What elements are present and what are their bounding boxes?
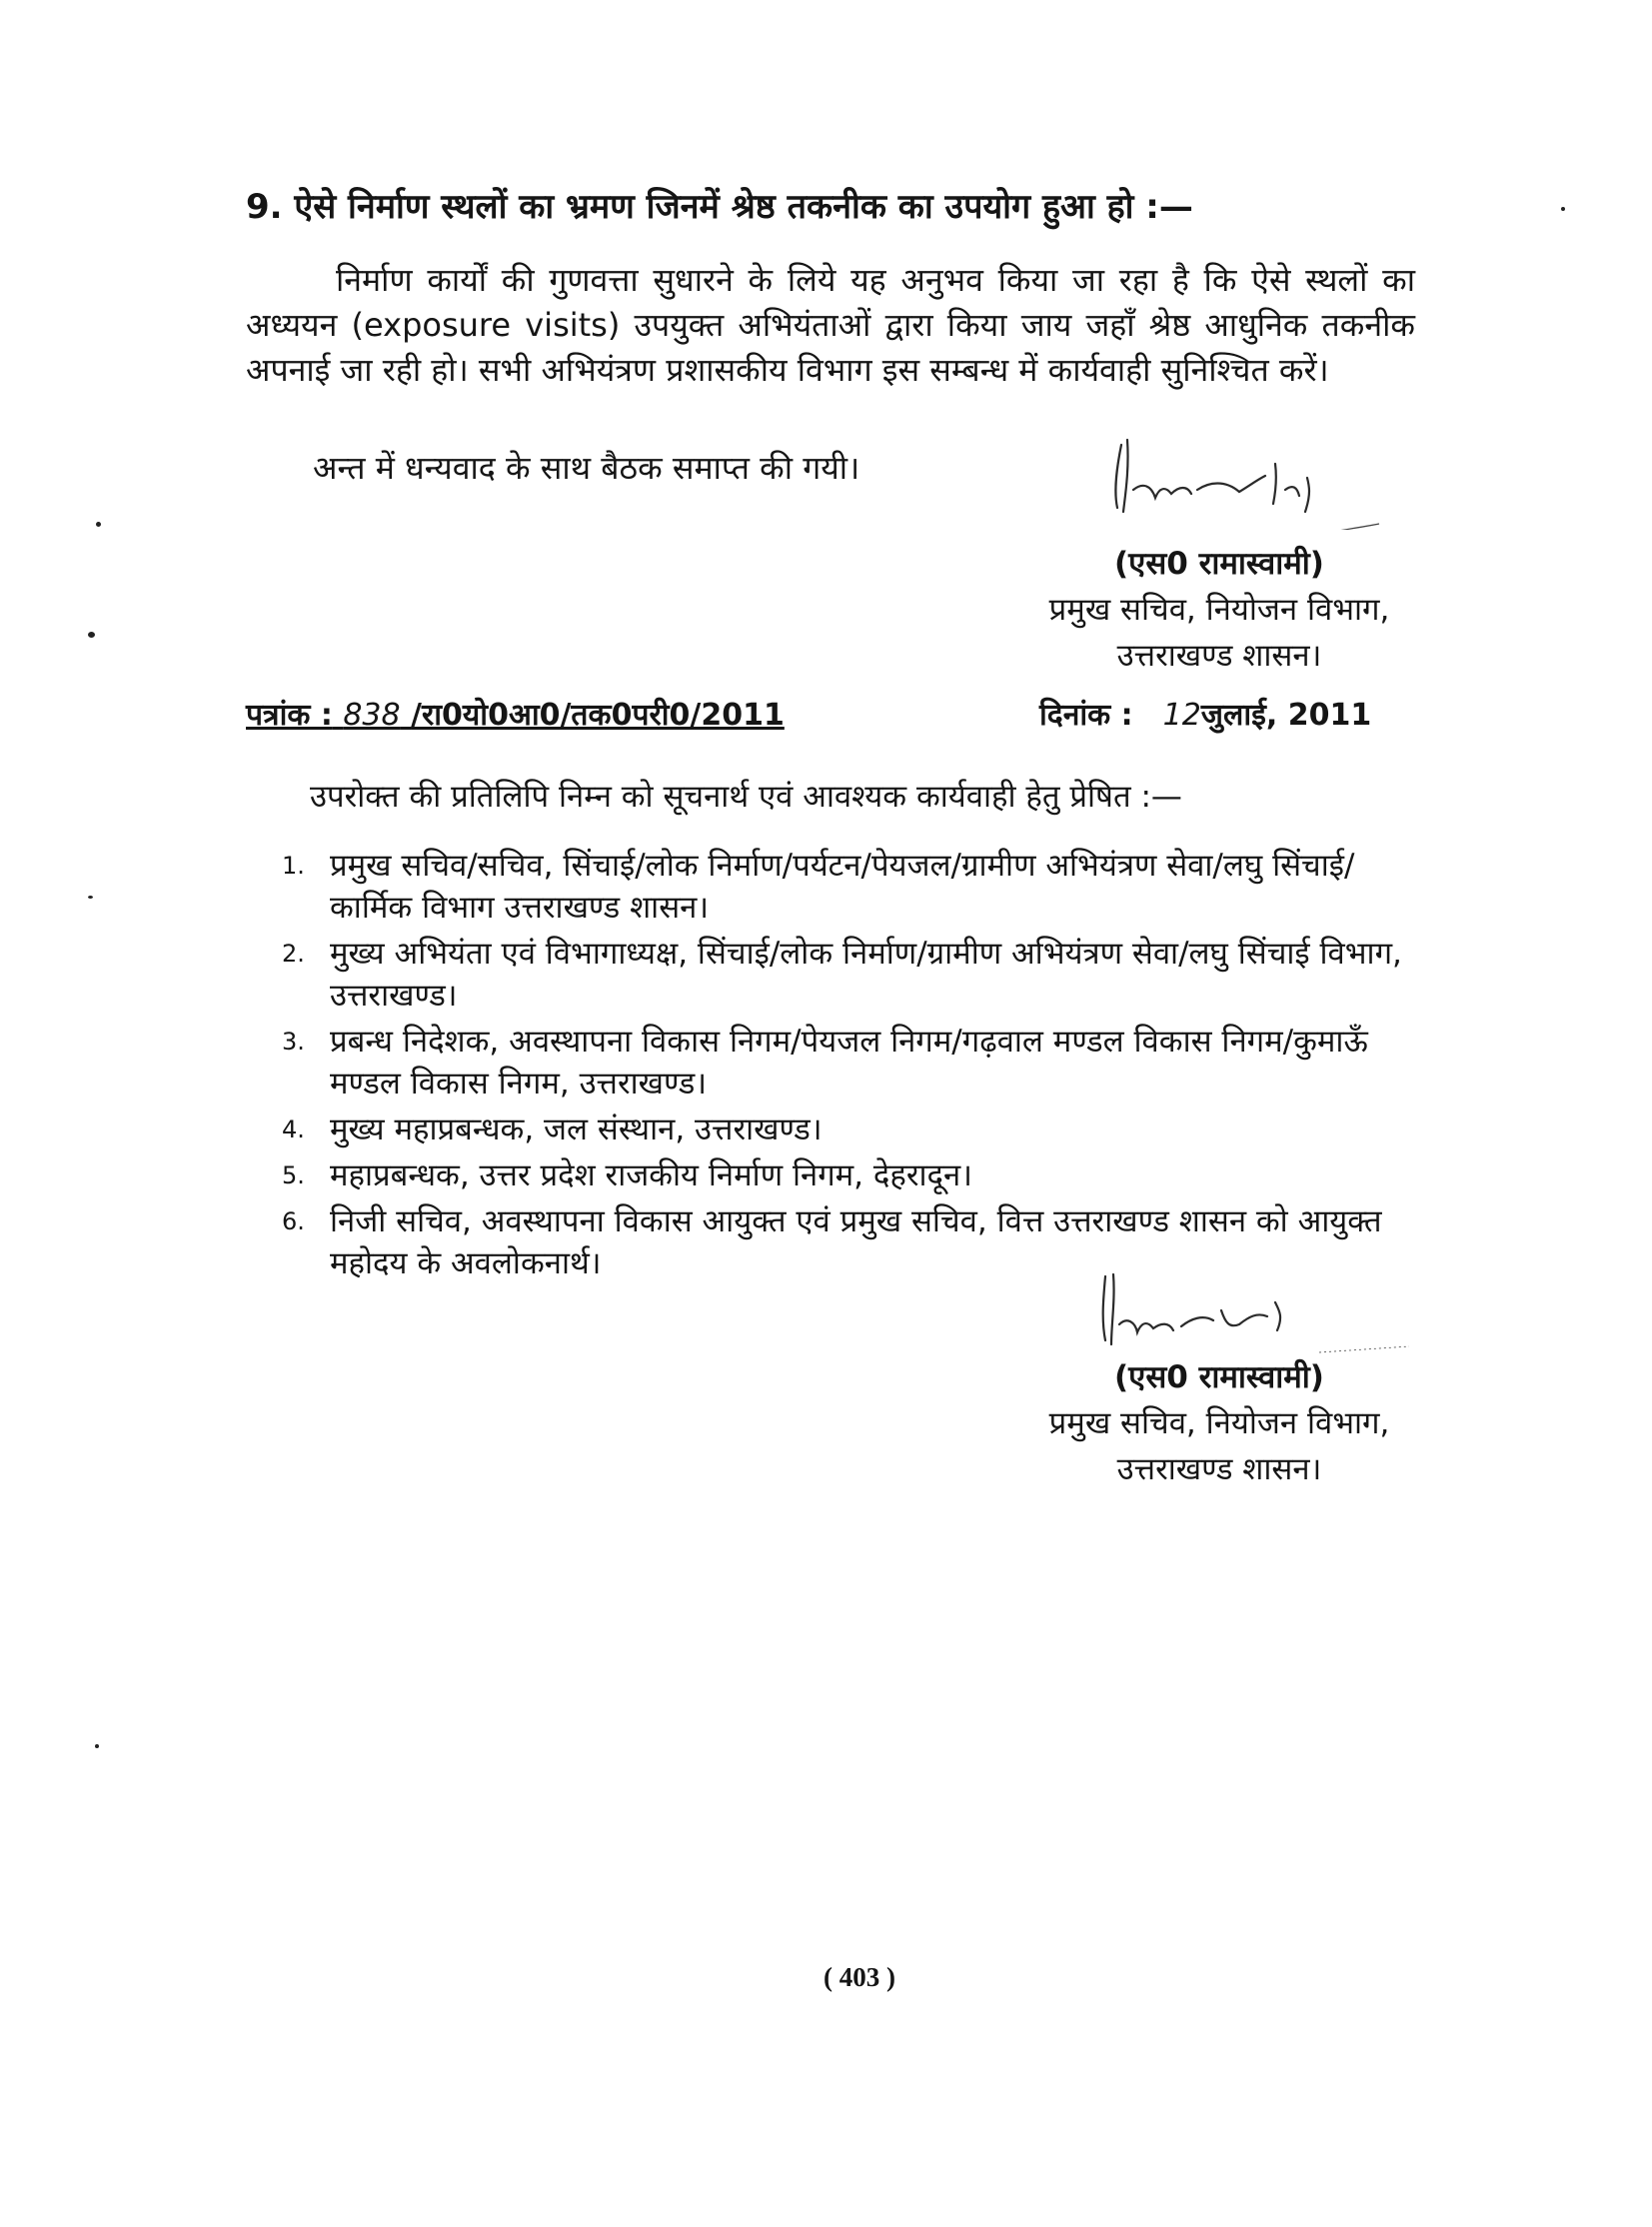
list-item-text: महाप्रबन्धक, उत्तर प्रदेश राजकीय निर्माण निगम, देहरादून। xyxy=(330,1157,972,1193)
section-heading: 9. ऐसे निर्माण स्थलों का भ्रमण जिनमें श्रेष्ठ तकनीक का उपयोग हुआ हो :— xyxy=(246,187,1193,227)
reference-suffix: /रा0यो0आ0/तक0परी0/2011 xyxy=(411,698,785,733)
list-item xyxy=(282,1021,1421,1105)
list-item-number: 3. xyxy=(282,1028,305,1056)
body-paragraph: निर्माण कार्यों की गुणवत्ता सुधारने के लिये यह अनुभव किया जा रहा है कि ऐसे स्थलों का अध्ययन (exposure visits) उपयुक्त अभियंताओं द्वारा किया जाय जहाँ श्रेष्ठ आधुनिक तकनीक अपनाई जा रही हो। सभी अभियंत्रण प्रशासकीय विभाग इस सम्बन्ध में कार्यवाही सुनिश्चित करें। xyxy=(246,261,1415,389)
copy-intro: उपरोक्त की प्रतिलिपि निम्न को सूचनार्थ एवं आवश्यक कार्यवाही हेतु प्रेषित :— xyxy=(310,779,1182,815)
list-item-number: 2. xyxy=(282,940,305,968)
list-item-text: प्रबन्ध निदेशक, अवस्थापना विकास निगम/पेयजल निगम/गढ़वाल मण्डल विकास निगम/कुमाऊँ मण्डल विकास निगम, उत्तराखण्ड। xyxy=(330,1024,1368,1102)
signatory-name: (एस0 रामास्वामी) xyxy=(1114,546,1324,582)
reference-serial: 838 xyxy=(343,698,401,733)
list-item-number: 4. xyxy=(282,1115,305,1143)
page-number: ( 403 ) xyxy=(824,1962,895,1992)
signatory-block-2 xyxy=(1009,1354,1429,1492)
list-item-text: प्रमुख सचिव/सचिव, सिंचाई/लोक निर्माण/पर्यटन/पेयजल/ग्रामीण अभियंत्रण सेवा/लघु सिंचाई/कार्मिक विभाग उत्तराखण्ड शासन। xyxy=(330,848,1355,926)
list-item xyxy=(282,933,1421,1017)
reference-prefix: पत्रांक : xyxy=(246,698,333,733)
list-item xyxy=(282,1109,1421,1150)
signatory-designation: प्रमुख सचिव, नियोजन विभाग, xyxy=(1048,592,1390,628)
letter-date xyxy=(1039,693,1371,734)
list-item-number: 6. xyxy=(282,1207,305,1235)
list-item xyxy=(282,845,1421,929)
reference-number xyxy=(246,693,785,734)
list-item xyxy=(282,1154,1421,1196)
signatory-name: (एस0 रामास्वामी) xyxy=(1114,1359,1324,1395)
date-label: दिनांक : xyxy=(1039,698,1133,733)
signatory-designation: प्रमुख सचिव, नियोजन विभाग, xyxy=(1048,1405,1390,1441)
date-day: 12 xyxy=(1162,698,1201,733)
scan-speck xyxy=(1561,207,1565,211)
signatory-office: उत्तराखण्ड शासन। xyxy=(1116,638,1322,674)
handwritten-signature-2 xyxy=(1089,1264,1419,1364)
date-month-year: जुलाई, 2011 xyxy=(1200,698,1372,733)
recipient-list xyxy=(282,845,1421,1288)
list-item-text: मुख्य अभियंता एवं विभागाध्यक्ष, सिंचाई/लोक निर्माण/ग्रामीण अभियंत्रण सेवा/लघु सिंचाई विभाग, उत्तराखण्ड। xyxy=(330,936,1402,1014)
signatory-office: उत्तराखण्ड शासन। xyxy=(1116,1451,1322,1487)
list-item-number: 1. xyxy=(282,852,305,880)
scan-speck xyxy=(96,522,101,527)
list-item-text: मुख्य महाप्रबन्धक, जल संस्थान, उत्तराखण्ड। xyxy=(330,1112,823,1147)
scan-speck xyxy=(88,896,93,899)
scan-speck xyxy=(95,1744,99,1748)
signatory-block-1 xyxy=(1009,541,1429,679)
closing-line: अन्त में धन्यवाद के साथ बैठक समाप्त की गयी। xyxy=(313,449,860,487)
scan-speck xyxy=(88,632,95,638)
list-item-number: 5. xyxy=(282,1161,305,1189)
handwritten-signature-1 xyxy=(1099,420,1399,530)
list-item-text: निजी सचिव, अवस्थापना विकास आयुक्त एवं प्रमुख सचिव, वित्त उत्तराखण्ड शासन को आयुक्त महोदय के अवलोकनार्थ। xyxy=(330,1203,1382,1281)
